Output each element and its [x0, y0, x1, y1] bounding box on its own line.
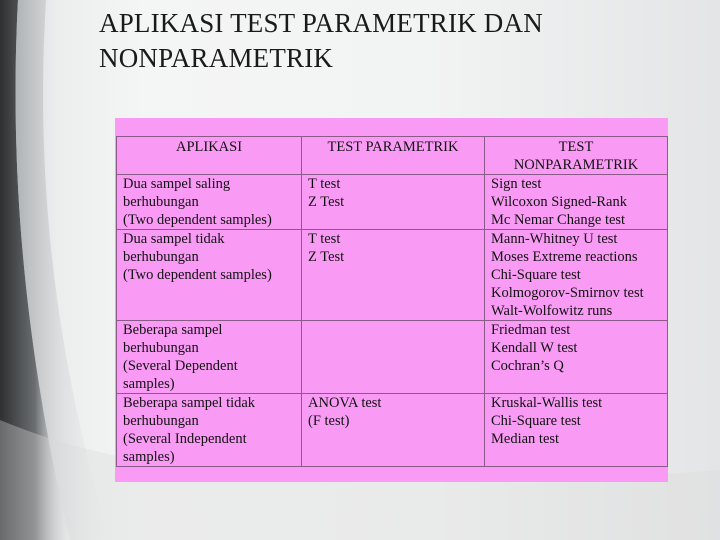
- cell-nonparametrik: Friedman test Kendall W test Cochran’s Q: [485, 321, 668, 394]
- cell-parametrik: [302, 321, 485, 394]
- slide-title: [99, 6, 699, 76]
- cell-nonparametrik: Sign test Wilcoxon Signed-Rank Mc Nemar Change test: [485, 175, 668, 230]
- cell-parametrik: T test Z Test: [302, 230, 485, 321]
- table-row: [117, 321, 668, 394]
- table-panel: [115, 118, 668, 482]
- cell-aplikasi: Beberapa sampel berhubungan (Several Dependent samples): [117, 321, 302, 394]
- cell-nonparametrik: Mann-Whitney U test Moses Extreme reactions Chi-Square test Kolmogorov-Smirnov test Walt-Wolfowitz runs: [485, 230, 668, 321]
- cell-aplikasi: Dua sampel tidak berhubungan (Two dependent samples): [117, 230, 302, 321]
- table-row: [117, 394, 668, 467]
- header-test-nonparametrik: TEST NONPARAMETRIK: [485, 137, 668, 175]
- table-row: [117, 175, 668, 230]
- cell-aplikasi: Beberapa sampel tidak berhubungan (Several Independent samples): [117, 394, 302, 467]
- table-header-row: [117, 137, 668, 175]
- parametric-table: [116, 136, 668, 467]
- cell-parametrik: T test Z Test: [302, 175, 485, 230]
- header-test-parametrik: TEST PARAMETRIK: [302, 137, 485, 175]
- title-line-2: NONPARAMETRIK: [99, 43, 334, 73]
- cell-parametrik: ANOVA test (F test): [302, 394, 485, 467]
- table-row: [117, 230, 668, 321]
- header-aplikasi: APLIKASI: [117, 137, 302, 175]
- cell-aplikasi: Dua sampel saling berhubungan (Two dependent samples): [117, 175, 302, 230]
- title-line-1: APLIKASI TEST PARAMETRIK DAN: [99, 8, 543, 38]
- cell-nonparametrik: Kruskal-Wallis test Chi-Square test Median test: [485, 394, 668, 467]
